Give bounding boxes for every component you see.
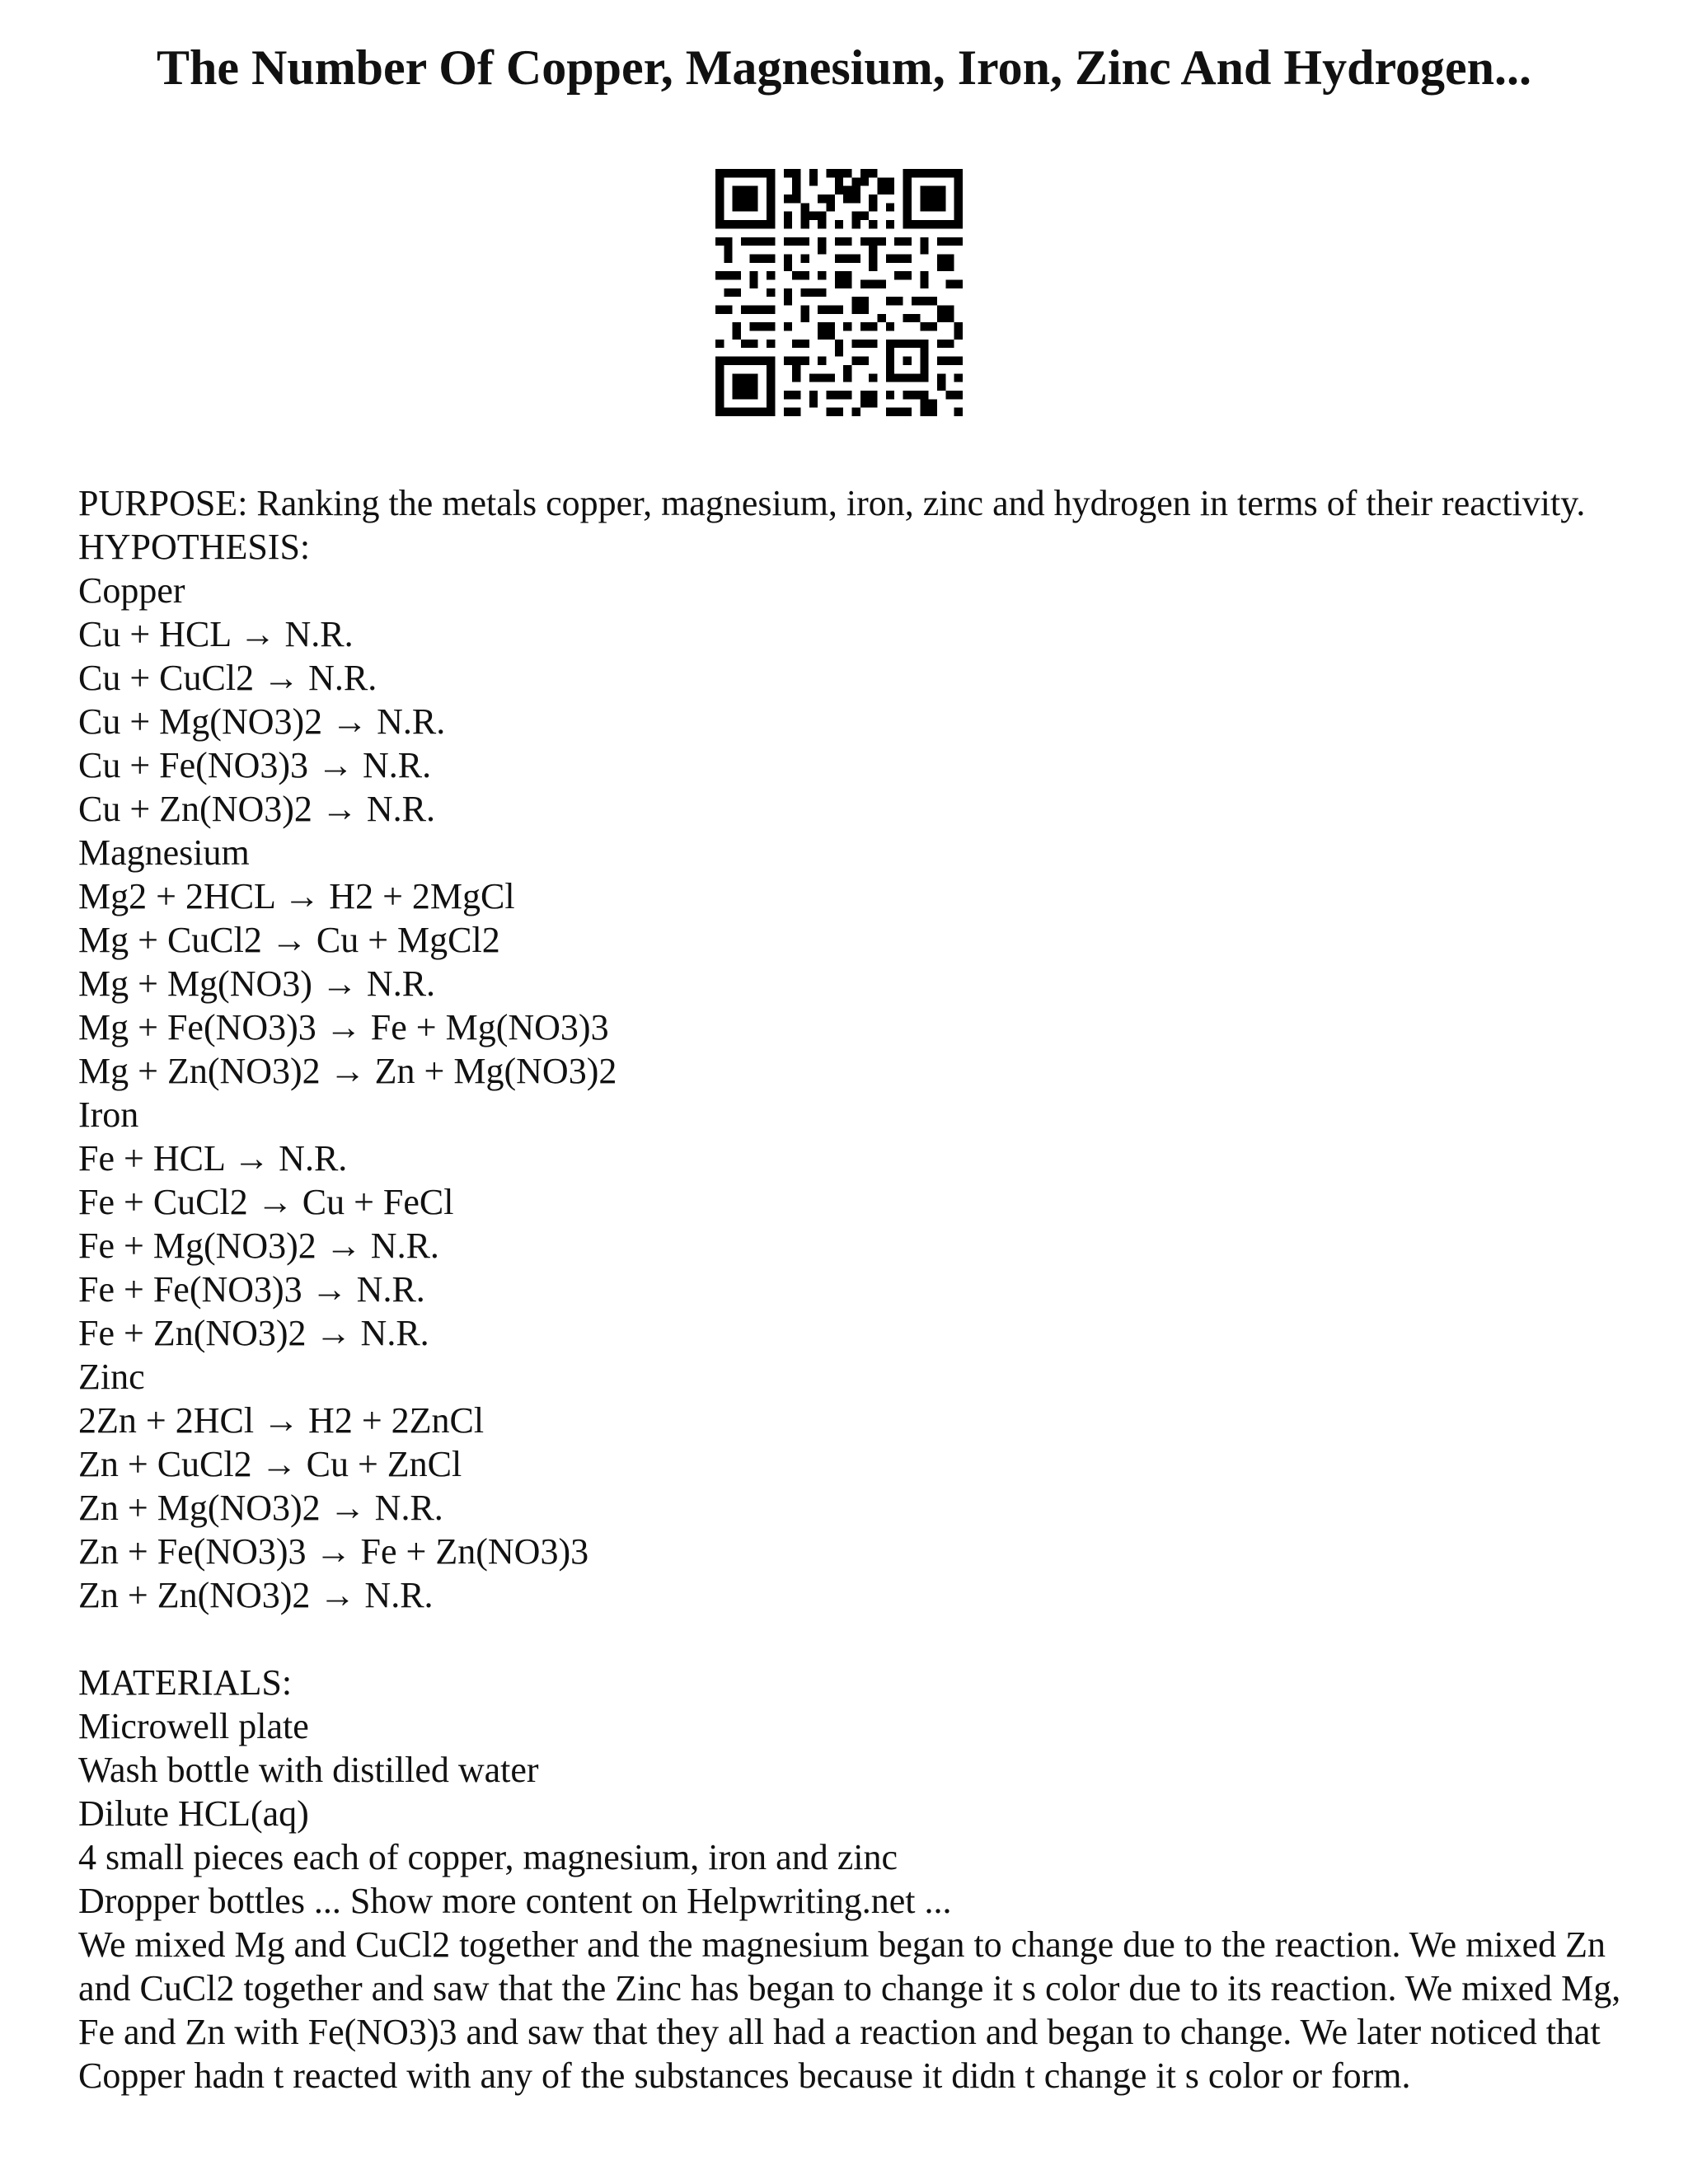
equation-line: Mg + Mg(NO3) → N.R. [78, 963, 436, 1004]
purpose-text: PURPOSE: Ranking the metals copper, magnesium, iron, zinc and hydrogen in terms of their reactivity. [78, 483, 1586, 523]
equation-line: Cu + Fe(NO3)3 → N.R. [78, 745, 432, 785]
equation-line: Cu + CuCl2 → N.R. [78, 658, 377, 698]
section-heading-zinc: Zinc [78, 1357, 145, 1397]
page-title: The Number Of Copper, Magnesium, Iron, Zinc And Hydrogen... [156, 40, 1532, 95]
equation-line: Fe + Zn(NO3)2 → N.R. [78, 1313, 429, 1353]
equation-line: Mg + CuCl2 → Cu + MgCl2 [78, 920, 500, 960]
equation-line: Zn + Mg(NO3)2 → N.R. [78, 1488, 443, 1528]
equation-line: Zn + Zn(NO3)2 → N.R. [78, 1575, 434, 1615]
equation-line: Mg2 + 2HCL → H2 + 2MgCl [78, 876, 515, 916]
materials-item: 4 small pieces each of copper, magnesium, iron and zinc [78, 1837, 898, 1877]
materials-item: Microwell plate [78, 1706, 309, 1746]
equation-line: Mg + Fe(NO3)3 → Fe + Mg(NO3)3 [78, 1007, 609, 1047]
equation-line: 2Zn + 2HCl → H2 + 2ZnCl [78, 1400, 485, 1441]
materials-item: Dropper bottles ... Show more content on Helpwriting.net ... [78, 1881, 952, 1921]
equation-line: Fe + Fe(NO3)3 → N.R. [78, 1269, 425, 1310]
section-heading-iron: Iron [78, 1094, 139, 1135]
hypothesis-heading: HYPOTHESIS: [78, 527, 311, 567]
blank-line [78, 1617, 1628, 1661]
qr-code-icon [715, 169, 963, 416]
equation-line: Zn + CuCl2 → Cu + ZnCl [78, 1444, 462, 1484]
section-heading-copper: Copper [78, 570, 185, 611]
materials-item: Dilute HCL(aq) [78, 1793, 309, 1834]
equation-line: Mg + Zn(NO3)2 → Zn + Mg(NO3)2 [78, 1051, 617, 1091]
observation-paragraph: We mixed Mg and CuCl2 together and the magnesium began to change due to the reaction. We mixed Zn and CuCl2 together and saw that the Zinc has began to change it s color due to its reaction. We mixed Mg, Fe and Zn with Fe(NO3)3 and saw that they all had a reaction and began to change. We later noticed that Copper hadn t reacted with any of the substances because it didn t change it s color or form. [78, 1924, 1621, 2096]
materials-item: Wash bottle with distilled water [78, 1750, 539, 1790]
equation-line: Cu + HCL → N.R. [78, 614, 354, 654]
equation-line: Fe + Mg(NO3)2 → N.R. [78, 1226, 439, 1266]
equation-line: Cu + Mg(NO3)2 → N.R. [78, 701, 446, 742]
equation-line: Fe + HCL → N.R. [78, 1138, 348, 1179]
equation-line: Zn + Fe(NO3)3 → Fe + Zn(NO3)3 [78, 1531, 589, 1572]
section-heading-magnesium: Magnesium [78, 832, 250, 873]
equation-line: Cu + Zn(NO3)2 → N.R. [78, 789, 436, 829]
document-body [78, 481, 1628, 2097]
equation-line: Fe + CuCl2 → Cu + FeCl [78, 1182, 454, 1222]
materials-heading: MATERIALS: [78, 1662, 293, 1703]
